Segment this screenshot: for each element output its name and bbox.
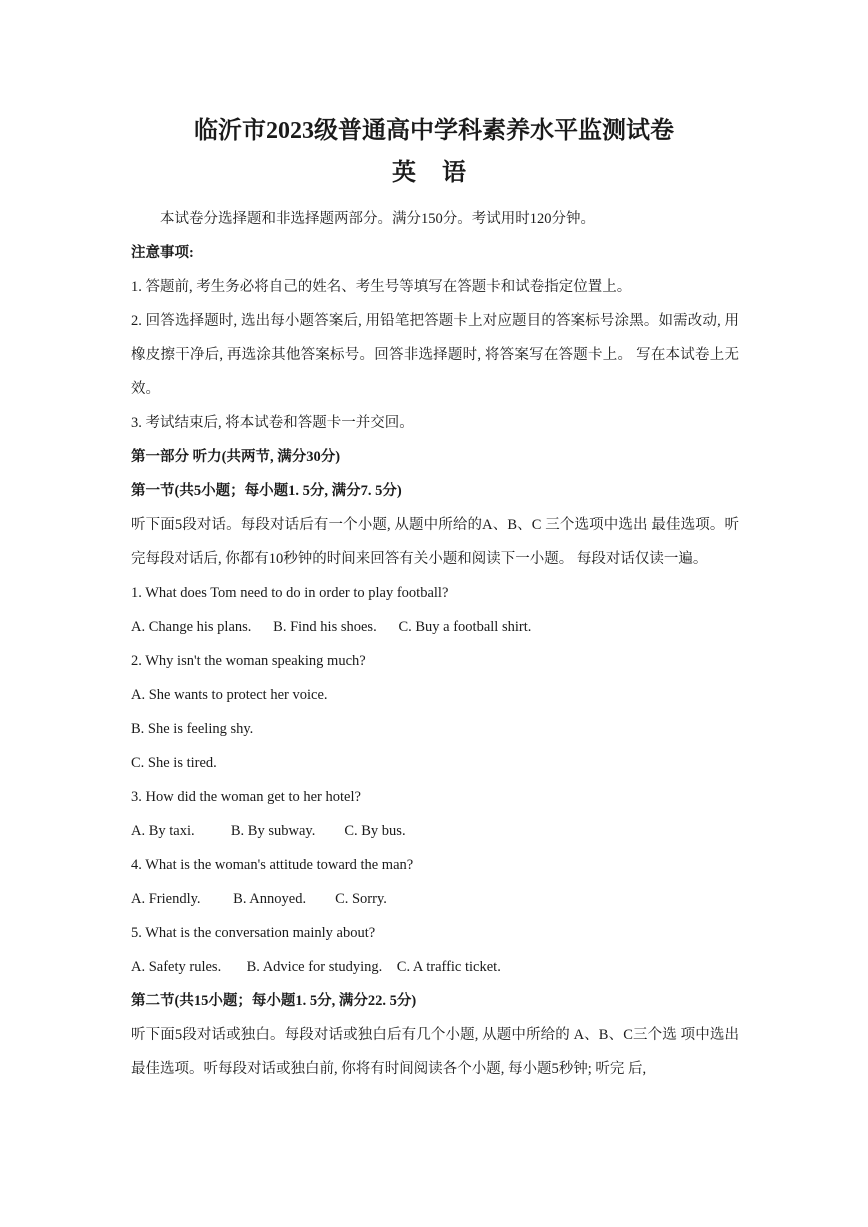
notice-item-2: 2. 回答选择题时, 选出每小题答案后, 用铅笔把答题卡上对应题目的答案标号涂黑。如需改动, 用橡皮擦干净后, 再选涂其他答案标号。回答非选择题时, 将答案写在答题卡上。 写在本试卷上无效。: [131, 313, 739, 397]
section1-heading: 第一节(共5小题；每小题1. 5分, 满分7. 5分): [131, 483, 402, 499]
question-2: 2. Why isn't the woman speaking much?: [131, 653, 366, 669]
question-4-options: A. Friendly. B. Annoyed. C. Sorry.: [131, 891, 387, 907]
question-2-option-b: B. She is feeling shy.: [131, 721, 254, 737]
question-1: 1. What does Tom need to do in order to play football?: [131, 585, 449, 601]
question-3: 3. How did the woman get to her hotel?: [131, 789, 361, 805]
notice-item-3: 3. 考试结束后, 将本试卷和答题卡一并交回。: [131, 415, 414, 431]
section1-instructions: 听下面5段对话。每段对话后有一个小题, 从题中所给的A、B、C 三个选项中选出 最佳选项。听完每段对话后, 你都有10秒钟的时间来回答有关小题和阅读下一小题。 每段对话仅读一遍。: [131, 517, 739, 567]
question-1-options: A. Change his plans. B. Find his shoes. C. Buy a football shirt.: [131, 619, 532, 635]
part1-heading: 第一部分 听力(共两节, 满分30分): [131, 449, 341, 465]
question-2-option-c: C. She is tired.: [131, 755, 217, 771]
exam-subject: 英 语: [392, 160, 476, 186]
section2-heading: 第二节(共15小题；每小题1. 5分, 满分22. 5分): [131, 993, 417, 1009]
question-2-option-a: A. She wants to protect her voice.: [131, 687, 328, 703]
exam-intro: 本试卷分选择题和非选择题两部分。满分150分。考试用时120分钟。: [160, 211, 595, 227]
question-5-options: A. Safety rules. B. Advice for studying. C. A traffic ticket.: [131, 959, 501, 975]
question-3-options: A. By taxi. B. By subway. C. By bus.: [131, 823, 406, 839]
exam-content: [131, 202, 739, 1086]
notice-heading: 注意事项:: [131, 245, 194, 261]
notice-item-1: 1. 答题前, 考生务必将自己的姓名、考生号等填写在答题卡和试卷指定位置上。: [131, 279, 632, 295]
section2-instructions: 听下面5段对话或独白。每段对话或独白后有几个小题, 从题中所给的 A、B、C三个选 项中选出最佳选项。听每段对话或独白前, 你将有时间阅读各个小题, 每小题5秒钟; 听完 后,: [131, 1027, 739, 1077]
question-5: 5. What is the conversation mainly about?: [131, 925, 376, 941]
question-4: 4. What is the woman's attitude toward the man?: [131, 857, 414, 873]
exam-title: 临沂市2023级普通高中学科素养水平监测试卷: [194, 118, 674, 144]
